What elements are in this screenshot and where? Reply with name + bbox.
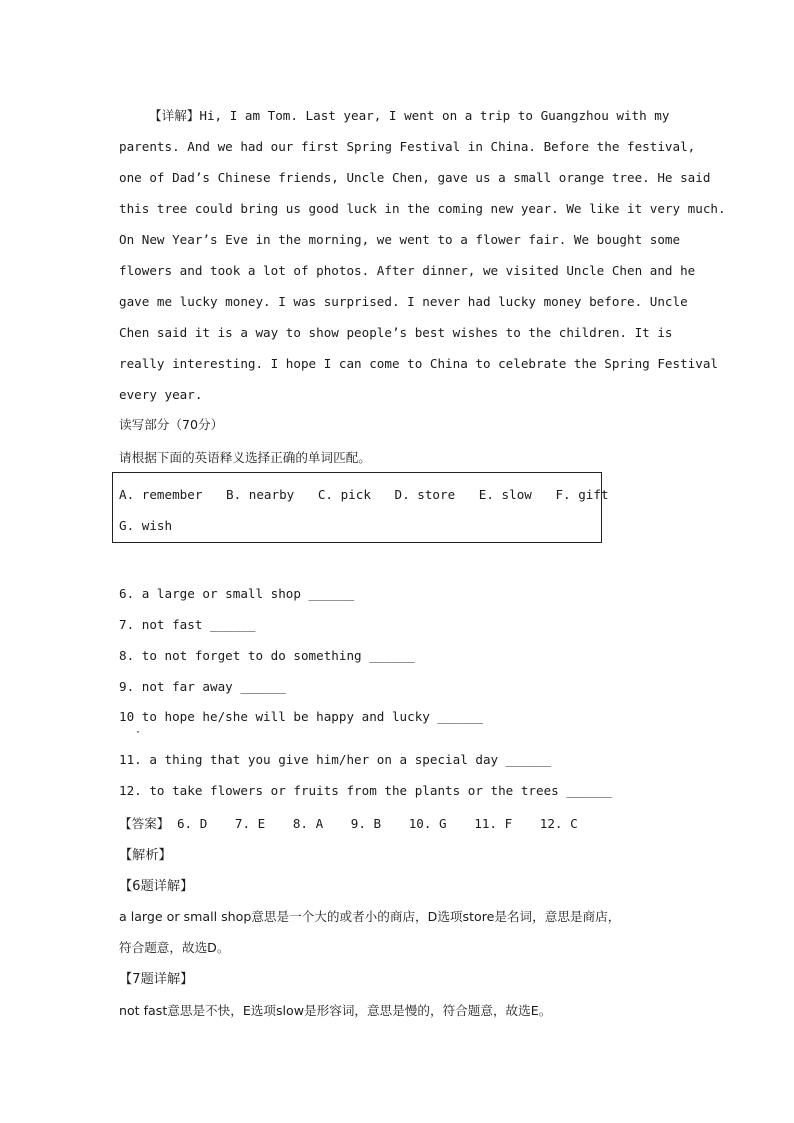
answer-line <box>119 813 598 832</box>
answer-item: 11. F <box>474 816 513 831</box>
q6-detail-label: 【6题详解】 <box>119 879 194 894</box>
question-11: 11. a thing that you give him/her on a special day ______ <box>119 752 552 767</box>
option-c: C. pick <box>317 487 371 502</box>
passage-line: every year. <box>119 387 203 402</box>
passage-line: 【详解】Hi, I am Tom. Last year, I went on a trip to Guangzhou with my <box>149 108 670 123</box>
answer-item: 6. D <box>176 816 208 831</box>
question-7: 7. not fast ______ <box>119 617 256 632</box>
question-9: 9. not far away ______ <box>119 679 286 694</box>
question-10: 10 to hope he/she will be happy and lucky ______ <box>119 709 483 724</box>
passage-line: really interesting. I hope I can come to China to celebrate the Spring Festival <box>119 356 718 371</box>
passage-line: Chen said it is a way to show people’s best wishes to the children. It is <box>119 325 673 340</box>
option-d: D. store <box>394 487 456 502</box>
q6-detail-line-1: a large or small shop意思是一个大的或者小的商店，D选项store是名词，意思是商店， <box>119 909 621 924</box>
answer-item: 12. C <box>539 816 578 831</box>
q7-detail-label: 【7题详解】 <box>119 972 194 987</box>
section-title: 读写部分（70分） <box>119 417 224 432</box>
answer-item: 7. E <box>234 816 266 831</box>
option-f: F. gift <box>555 487 609 502</box>
passage-explanation <box>119 100 726 410</box>
answer-label: 【答案】 <box>119 816 170 831</box>
option-b: B. nearby <box>226 487 295 502</box>
option-a: A. remember <box>119 487 203 502</box>
question-10-dot: · <box>135 727 142 738</box>
word-options-box <box>112 472 609 543</box>
answer-item: 10. G <box>408 816 447 831</box>
passage-line: parents. And we had our first Spring Festival in China. Before the festival, <box>119 139 696 154</box>
q7-detail-line-1: not fast意思是不快，E选项slow是形容词，意思是慢的，符合题意，故选E。 <box>119 1003 552 1018</box>
question-6: 6. a large or small shop ______ <box>119 586 355 601</box>
section-instruction: 请根据下面的英语释义选择正确的单词匹配。 <box>119 450 371 465</box>
option-e: E. slow <box>478 487 532 502</box>
passage-line: flowers and took a lot of photos. After dinner, we visited Uncle Chen and he <box>119 263 696 278</box>
question-12: 12. to take flowers or fruits from the plants or the trees ______ <box>119 783 612 798</box>
answer-item: 8. A <box>292 816 324 831</box>
passage-line: one of Dad’s Chinese friends, Uncle Chen, gave us a small orange tree. He said <box>119 170 711 185</box>
question-8: 8. to not forget to do something ______ <box>119 648 415 663</box>
option-g: G. wish <box>119 518 173 533</box>
options-row-1 <box>119 487 625 502</box>
passage-line: On New Year’s Eve in the morning, we went to a flower fair. We bought some <box>119 232 681 247</box>
answer-item: 9. B <box>350 816 382 831</box>
q6-detail-line-2: 符合题意，故选D。 <box>119 940 230 955</box>
options-row-2 <box>119 518 188 533</box>
passage-line: this tree could bring us good luck in the coming new year. We like it very much. <box>119 201 726 216</box>
analysis-label: 【解析】 <box>119 848 172 863</box>
passage-line: gave me lucky money. I was surprised. I never had lucky money before. Uncle <box>119 294 688 309</box>
